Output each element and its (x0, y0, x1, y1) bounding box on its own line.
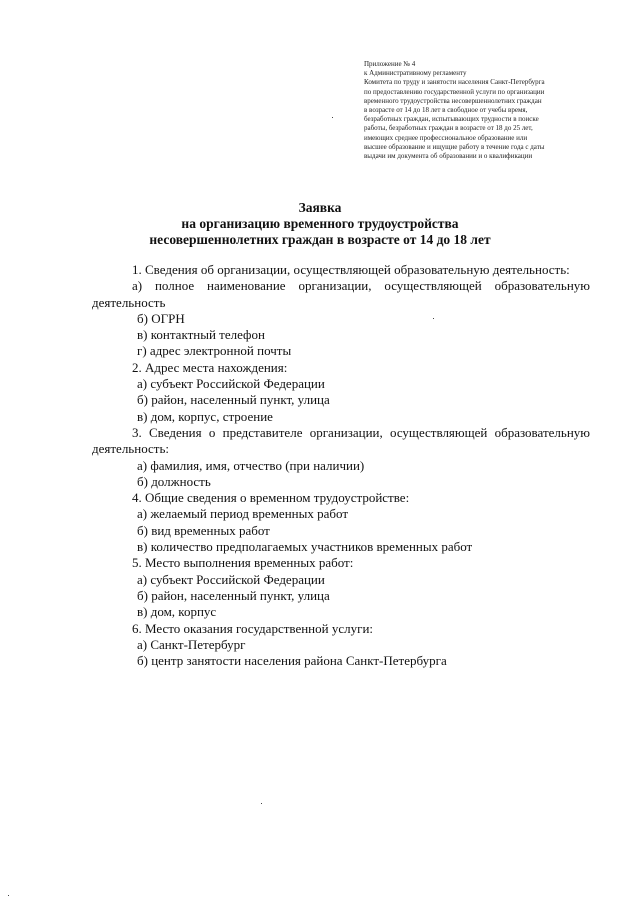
section-1-item-a: а) полное наименование организации, осуществляющей образовательную (132, 278, 590, 294)
section-2-item-c: в) дом, корпус, строение (137, 408, 273, 424)
appendix-note (364, 60, 604, 161)
section-1-item-d: г) адрес электронной почты (137, 343, 292, 359)
appendix-line: в возрасте от 14 до 18 лет в свободное от учебы время, (364, 106, 528, 115)
section-6-item-b: б) центр занятости населения района Санкт-Петербурга (137, 653, 447, 669)
section-5-item-c: в) дом, корпус (137, 604, 217, 620)
section-1-item-b: б) ОГРН (137, 310, 185, 326)
section-3-heading-continuation: деятельность: (92, 441, 170, 457)
section-4-item-a: а) желаемый период временных работ (137, 506, 348, 522)
section-4-item-b: б) вид временных работ (137, 522, 270, 538)
section-2-item-a: а) субъект Российской Федерации (137, 376, 325, 392)
appendix-line: к Административному регламенту (364, 69, 467, 78)
appendix-line: безработных граждан, испытывающих трудности в поиске (364, 115, 539, 124)
section-1-item-c: в) контактный телефон (137, 327, 265, 343)
appendix-line: выдачи им документа об образовании и о квалификации (364, 152, 533, 161)
section-4-item-c: в) количество предполагаемых участников временных работ (137, 539, 473, 555)
section-4-heading: 4. Общие сведения о временном трудоустройстве: (132, 490, 410, 506)
title-line-3: несовершеннолетних граждан в возрасте от 14 до 18 лет (149, 232, 491, 247)
application-body (92, 262, 590, 669)
appendix-line: высшее образование и ищущие работу в течение года с даты (364, 142, 545, 151)
section-5-item-a: а) субъект Российской Федерации (137, 571, 325, 587)
section-6-item-a: а) Санкт-Петербург (137, 636, 246, 652)
scan-speck (332, 117, 333, 118)
document-title (100, 200, 540, 248)
section-5-item-b: б) район, населенный пункт, улица (137, 587, 330, 603)
appendix-line: временного трудоустройства несовершеннолетних граждан (364, 96, 542, 105)
scan-speck (433, 318, 434, 319)
section-2-heading: 2. Адрес места нахождения: (132, 359, 288, 375)
section-2-item-b: б) район, населенный пункт, улица (137, 392, 330, 408)
scan-speck (261, 803, 262, 804)
section-3-item-b: б) должность (137, 473, 211, 489)
section-6-heading: 6. Место оказания государственной услуги: (132, 620, 374, 636)
section-1-heading: 1. Сведения об организации, осуществляющей образовательную деятельность: (132, 262, 570, 277)
appendix-line: работы, безработных граждан в возрасте от 18 до 25 лет, (364, 124, 533, 133)
appendix-line: имеющих среднее профессиональное образование или (364, 133, 528, 142)
appendix-line: Комитета по труду и занятости населения Санкт-Петербурга (364, 78, 545, 87)
title-line-2: на организацию временного трудоустройства (181, 216, 459, 231)
appendix-line: по предоставлению государственной услуги по организации (364, 87, 545, 96)
title-line-1: Заявка (298, 200, 342, 215)
section-3-heading: 3. Сведения о представителе организации, осуществляющей образовательную (132, 424, 590, 440)
section-1-item-a-continuation: деятельность (92, 294, 166, 310)
section-5-heading: 5. Место выполнения временных работ: (132, 555, 354, 571)
section-3-item-a: а) фамилия, имя, отчество (при наличии) (137, 457, 365, 473)
scan-speck (8, 895, 9, 896)
appendix-line: Приложение № 4 (364, 60, 416, 68)
